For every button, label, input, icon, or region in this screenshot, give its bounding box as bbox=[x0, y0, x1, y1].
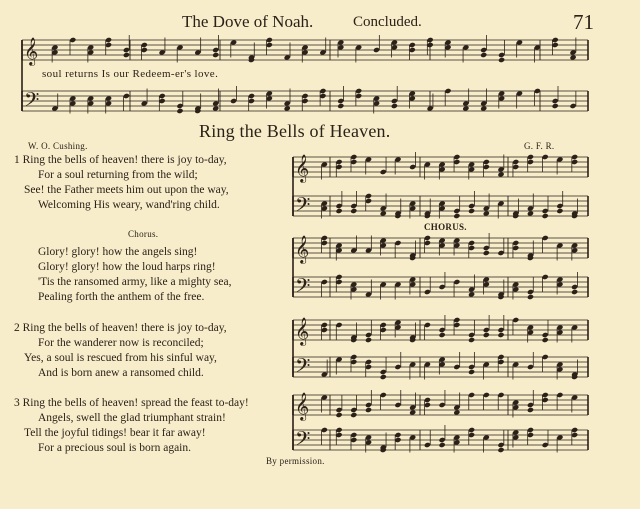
note-head bbox=[453, 213, 460, 219]
note-head bbox=[123, 52, 130, 58]
verse-line: For the wanderer now is reconciled; bbox=[38, 337, 204, 349]
note-head bbox=[337, 103, 344, 109]
verse-line: 2 Ring the bells of heaven! there is joy to-day, bbox=[14, 322, 227, 334]
verse-line: See! the Father meets him out upon the way, bbox=[24, 184, 229, 196]
note-head bbox=[497, 332, 504, 338]
verse-1 bbox=[14, 153, 229, 213]
author-credit: W. O. Cushing. bbox=[28, 141, 88, 151]
chorus-text bbox=[38, 245, 232, 305]
verse-line: And is born anew a ransomed child. bbox=[38, 367, 204, 379]
note-head bbox=[497, 447, 504, 453]
bass-clef-icon: 𝄢 bbox=[295, 193, 311, 221]
note-head bbox=[542, 213, 549, 219]
note-head bbox=[336, 208, 343, 214]
note-head bbox=[468, 337, 475, 343]
note-head bbox=[439, 332, 446, 338]
treble-clef-icon: 𝄞 bbox=[295, 392, 310, 420]
note-head bbox=[556, 208, 563, 214]
verse-line: For a soul returning from the wild; bbox=[38, 169, 198, 181]
chorus-line: 'Tis the ransomed army, like a mighty sea, bbox=[38, 276, 232, 288]
note-head bbox=[176, 108, 183, 114]
page-subtitle: Concluded. bbox=[353, 14, 422, 30]
note-head bbox=[527, 294, 534, 300]
bass-clef-icon: 𝄢 bbox=[295, 274, 311, 302]
note-head bbox=[350, 208, 357, 214]
chorus-line: Glory! glory! how the angels sing! bbox=[38, 246, 198, 258]
note-head bbox=[483, 250, 490, 256]
note-head bbox=[380, 374, 387, 380]
note-head bbox=[483, 332, 490, 338]
note-head bbox=[542, 337, 549, 343]
verse-3 bbox=[14, 396, 249, 456]
chorus-music-label: CHORUS. bbox=[424, 222, 467, 232]
bass-clef-icon: 𝄢 bbox=[295, 427, 311, 455]
treble-clef-icon: 𝄞 bbox=[295, 235, 310, 263]
chorus-line: Pealing forth the anthem of the free. bbox=[38, 291, 205, 303]
note-head bbox=[527, 407, 534, 413]
note-head bbox=[212, 52, 219, 58]
verse-line: 3 Ring the bells of heaven! spread the feast to-day! bbox=[14, 397, 249, 409]
note-head bbox=[365, 337, 372, 343]
verse-line: Yes, a soul is rescued from his sinful way, bbox=[24, 352, 217, 364]
note-head bbox=[468, 208, 475, 214]
note-head bbox=[571, 289, 578, 295]
bass-clef-icon: 𝄢 bbox=[24, 88, 40, 116]
verse-line: Tell the joyful tidings! bear it far away! bbox=[24, 427, 206, 439]
verse-line: For a precious soul is born again. bbox=[38, 442, 191, 454]
note-head bbox=[552, 103, 559, 109]
chorus-heading: Chorus. bbox=[128, 229, 159, 239]
treble-clef-icon: 𝄞 bbox=[295, 317, 310, 345]
note-head bbox=[365, 407, 372, 413]
note-head bbox=[350, 412, 357, 418]
note-head bbox=[468, 369, 475, 375]
hymn-title: Ring the Bells of Heaven. bbox=[199, 121, 391, 141]
note-head bbox=[391, 103, 398, 109]
chorus-line: Glory! glory! how the loud harps ring! bbox=[38, 261, 216, 273]
note-head bbox=[336, 412, 343, 418]
verse-line: Welcoming His weary, wand'ring child. bbox=[38, 199, 220, 211]
note-head bbox=[480, 52, 487, 58]
page-number: 71 bbox=[573, 10, 594, 34]
note-head bbox=[439, 442, 446, 448]
verse-line: Angels, swell the glad triumphant strain! bbox=[38, 412, 226, 424]
note-head bbox=[498, 57, 505, 63]
treble-clef-icon: 𝄞 bbox=[24, 37, 39, 65]
permission-note: By permission. bbox=[266, 456, 325, 466]
verse-line: 1 Ring the bells of heaven! there is joy to-day, bbox=[14, 154, 227, 166]
lyric-line: soul returns Is our Redeem-er's love. bbox=[42, 68, 219, 80]
treble-clef-icon: 𝄞 bbox=[295, 154, 310, 182]
verse-2 bbox=[14, 321, 227, 381]
composer-credit: G. F. R. bbox=[524, 141, 555, 151]
page-title: The Dove of Noah. bbox=[182, 12, 314, 31]
bass-clef-icon: 𝄢 bbox=[295, 354, 311, 382]
